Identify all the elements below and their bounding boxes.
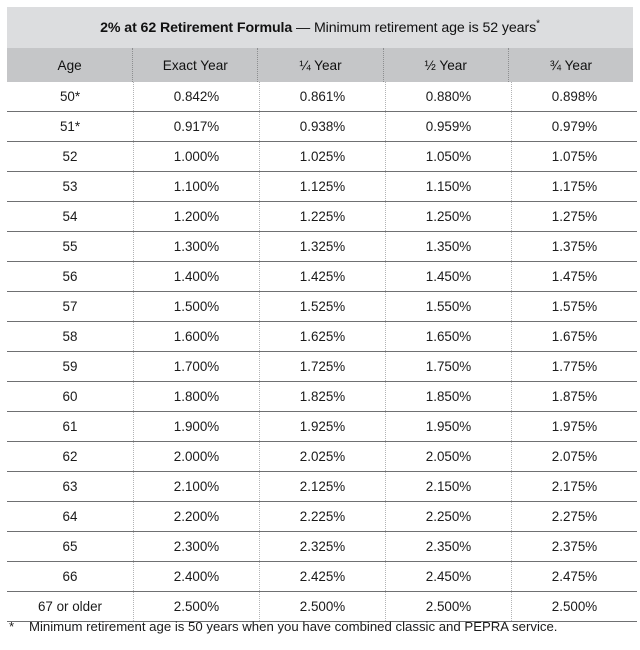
- cell-age: 56: [7, 262, 134, 292]
- cell-age: 54: [7, 202, 134, 232]
- table-row: [7, 202, 637, 232]
- cell-three-quarter-year: 1.375%: [512, 232, 638, 262]
- cell-quarter-year: 2.225%: [260, 502, 386, 532]
- cell-exact-year: 1.200%: [134, 202, 260, 232]
- cell-exact-year: 2.000%: [134, 442, 260, 472]
- cell-three-quarter-year: 1.675%: [512, 322, 638, 352]
- cell-half-year: 1.850%: [386, 382, 512, 412]
- footnote-marker: *: [9, 619, 15, 634]
- table-row: [7, 172, 637, 202]
- cell-three-quarter-year: 1.075%: [512, 142, 638, 172]
- cell-exact-year: 1.300%: [134, 232, 260, 262]
- column-header-quarter-year: ¼ Year: [299, 57, 342, 73]
- cell-age: 63: [7, 472, 134, 502]
- cell-quarter-year: 1.925%: [260, 412, 386, 442]
- cell-half-year: 1.050%: [386, 142, 512, 172]
- cell-age: 67 or older: [7, 592, 134, 622]
- cell-three-quarter-year: 1.175%: [512, 172, 638, 202]
- cell-three-quarter-year: 2.500%: [512, 592, 638, 622]
- table-row: [7, 112, 637, 142]
- title-footnote-marker: *: [536, 17, 540, 29]
- cell-half-year: 1.950%: [386, 412, 512, 442]
- table-column-header-row: [7, 48, 633, 82]
- cell-exact-year: 1.800%: [134, 382, 260, 412]
- cell-half-year: 1.350%: [386, 232, 512, 262]
- cell-exact-year: 2.500%: [134, 592, 260, 622]
- cell-three-quarter-year: 1.775%: [512, 352, 638, 382]
- cell-quarter-year: 1.825%: [260, 382, 386, 412]
- cell-three-quarter-year: 1.275%: [512, 202, 638, 232]
- cell-quarter-year: 1.225%: [260, 202, 386, 232]
- cell-three-quarter-year: 1.575%: [512, 292, 638, 322]
- cell-three-quarter-year: 2.075%: [512, 442, 638, 472]
- cell-three-quarter-year: 0.898%: [512, 82, 638, 112]
- cell-half-year: 1.550%: [386, 292, 512, 322]
- cell-three-quarter-year: 0.979%: [512, 112, 638, 142]
- cell-exact-year: 0.917%: [134, 112, 260, 142]
- cell-age: 51*: [7, 112, 134, 142]
- table-row: [7, 592, 637, 622]
- column-header-three-quarter-year: ¾ Year: [549, 57, 593, 73]
- cell-exact-year: 1.500%: [134, 292, 260, 322]
- table-row: [7, 532, 637, 562]
- cell-quarter-year: 2.025%: [260, 442, 386, 472]
- cell-half-year: 0.959%: [386, 112, 512, 142]
- cell-age: 64: [7, 502, 134, 532]
- column-header-age: Age: [57, 57, 82, 73]
- cell-half-year: 1.450%: [386, 262, 512, 292]
- cell-exact-year: 0.842%: [134, 82, 260, 112]
- cell-half-year: 1.750%: [386, 352, 512, 382]
- cell-half-year: 2.350%: [386, 532, 512, 562]
- table-title-band: [7, 7, 633, 48]
- table-row: [7, 442, 637, 472]
- table-row: [7, 232, 637, 262]
- cell-exact-year: 2.100%: [134, 472, 260, 502]
- table-body: [7, 82, 637, 622]
- cell-quarter-year: 1.125%: [260, 172, 386, 202]
- cell-exact-year: 2.200%: [134, 502, 260, 532]
- cell-exact-year: 1.900%: [134, 412, 260, 442]
- cell-quarter-year: 1.725%: [260, 352, 386, 382]
- table-row: [7, 352, 637, 382]
- cell-quarter-year: 0.861%: [260, 82, 386, 112]
- cell-age: 60: [7, 382, 134, 412]
- cell-quarter-year: 1.025%: [260, 142, 386, 172]
- title-minimum-age-text: Minimum retirement age is 52 years: [313, 19, 537, 36]
- table-row: [7, 472, 637, 502]
- table-row: [7, 292, 637, 322]
- cell-age: 59: [7, 352, 134, 382]
- cell-half-year: 2.150%: [386, 472, 512, 502]
- cell-three-quarter-year: 1.475%: [512, 262, 638, 292]
- table-row: [7, 412, 637, 442]
- title-separator-dash: —: [292, 19, 314, 36]
- table-row: [7, 502, 637, 532]
- cell-half-year: 2.250%: [386, 502, 512, 532]
- cell-age: 57: [7, 292, 134, 322]
- cell-half-year: 1.650%: [386, 322, 512, 352]
- cell-quarter-year: 2.500%: [260, 592, 386, 622]
- cell-half-year: 1.150%: [386, 172, 512, 202]
- cell-exact-year: 1.700%: [134, 352, 260, 382]
- table-row: [7, 562, 637, 592]
- cell-three-quarter-year: 2.475%: [512, 562, 638, 592]
- benefit-factor-table: [7, 82, 633, 622]
- cell-quarter-year: 1.325%: [260, 232, 386, 262]
- cell-three-quarter-year: 2.275%: [512, 502, 638, 532]
- cell-age: 58: [7, 322, 134, 352]
- cell-age: 53: [7, 172, 134, 202]
- title-formula-name: 2% at 62 Retirement Formula: [100, 19, 293, 36]
- cell-exact-year: 2.300%: [134, 532, 260, 562]
- cell-three-quarter-year: 2.175%: [512, 472, 638, 502]
- cell-three-quarter-year: 1.975%: [512, 412, 638, 442]
- cell-exact-year: 2.400%: [134, 562, 260, 592]
- cell-quarter-year: 0.938%: [260, 112, 386, 142]
- cell-half-year: 2.050%: [386, 442, 512, 472]
- cell-half-year: 2.450%: [386, 562, 512, 592]
- cell-age: 66: [7, 562, 134, 592]
- table-row: [7, 142, 637, 172]
- cell-half-year: 0.880%: [386, 82, 512, 112]
- cell-half-year: 1.250%: [386, 202, 512, 232]
- cell-exact-year: 1.600%: [134, 322, 260, 352]
- cell-age: 50*: [7, 82, 134, 112]
- cell-exact-year: 1.100%: [134, 172, 260, 202]
- cell-age: 52: [7, 142, 134, 172]
- cell-exact-year: 1.000%: [134, 142, 260, 172]
- cell-age: 61: [7, 412, 134, 442]
- cell-three-quarter-year: 1.875%: [512, 382, 638, 412]
- cell-quarter-year: 2.325%: [260, 532, 386, 562]
- cell-exact-year: 1.400%: [134, 262, 260, 292]
- footnote: [9, 619, 633, 634]
- cell-three-quarter-year: 2.375%: [512, 532, 638, 562]
- cell-quarter-year: 1.525%: [260, 292, 386, 322]
- cell-age: 65: [7, 532, 134, 562]
- cell-quarter-year: 2.125%: [260, 472, 386, 502]
- page-title: [100, 17, 540, 36]
- cell-age: 55: [7, 232, 134, 262]
- table-row: [7, 382, 637, 412]
- cell-age: 62: [7, 442, 134, 472]
- cell-quarter-year: 1.425%: [260, 262, 386, 292]
- table-row: [7, 82, 637, 112]
- cell-half-year: 2.500%: [386, 592, 512, 622]
- cell-quarter-year: 1.625%: [260, 322, 386, 352]
- table-row: [7, 262, 637, 292]
- column-header-exact-year: Exact Year: [162, 57, 228, 73]
- column-header-half-year: ½ Year: [424, 57, 467, 73]
- footnote-text: Minimum retirement age is 50 years when you have combined classic and PEPRA service.: [29, 619, 558, 634]
- table-row: [7, 322, 637, 352]
- cell-quarter-year: 2.425%: [260, 562, 386, 592]
